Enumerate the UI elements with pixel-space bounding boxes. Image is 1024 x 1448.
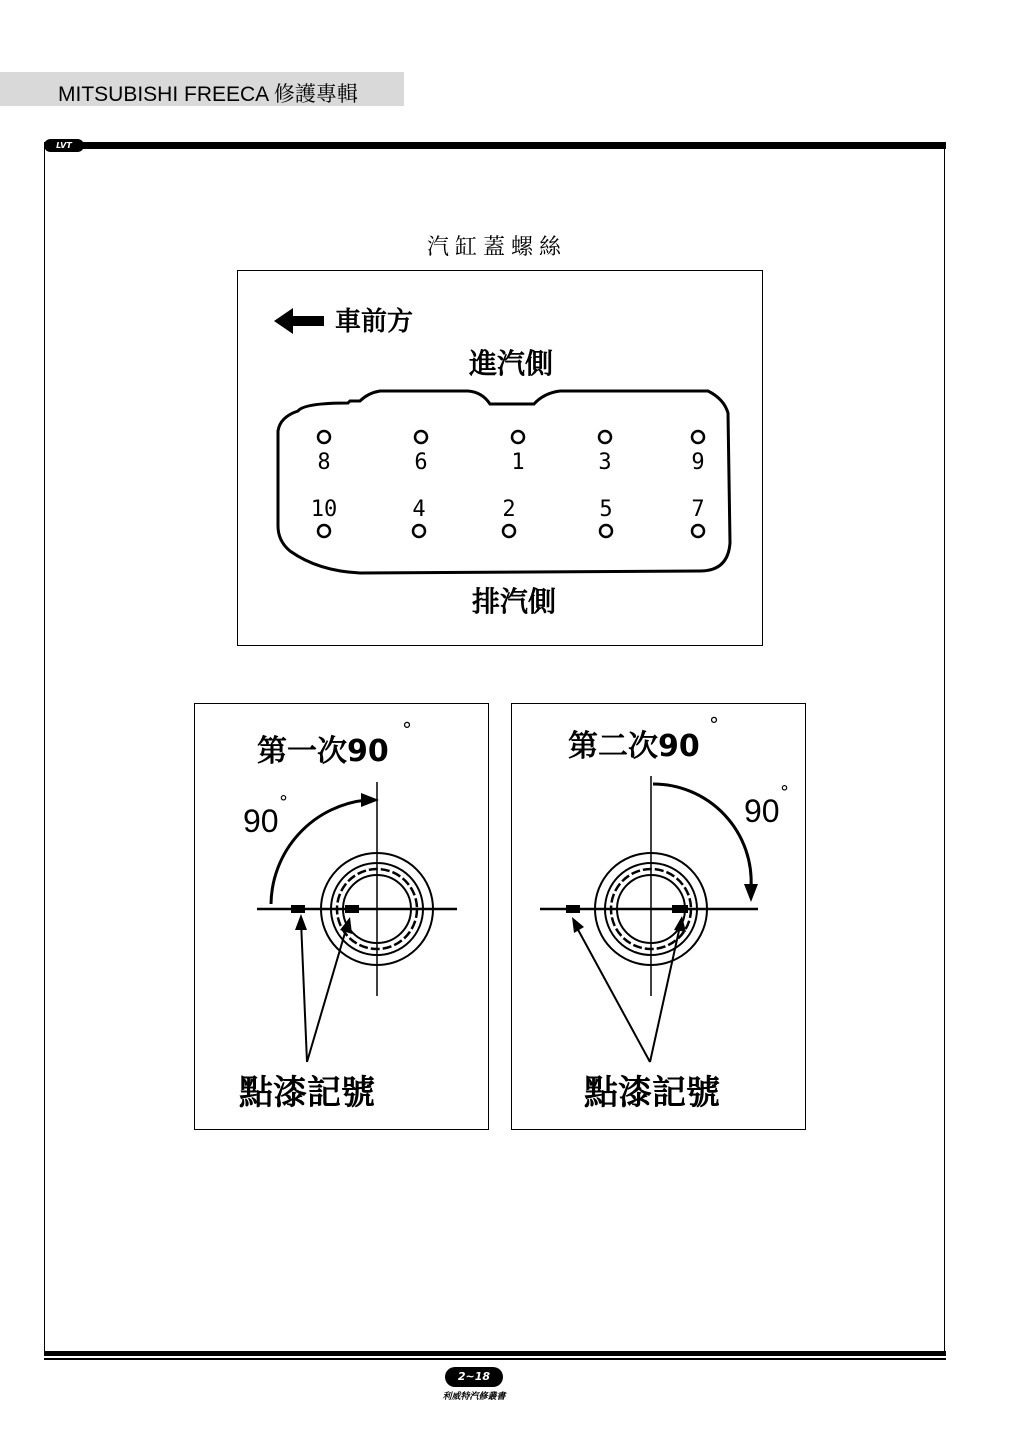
bolt-hole [512,431,524,443]
first-turn-diagram [194,703,489,1130]
second-turn-title-degree: ° [709,713,719,737]
exhaust-side-label: 排汽側 [471,585,557,618]
bolt-hole [318,431,330,443]
second-turn-diagram [511,703,806,1130]
bolt-hole [692,525,704,537]
angle-label-degree: ° [279,792,288,813]
pointer-arrowhead [340,917,352,934]
bolt-number: 10 [310,497,338,522]
upper-bolt-row [317,431,704,475]
paint-mark [672,905,688,913]
angle-label-degree: ° [780,782,789,803]
header-title: MITSUBISHI FREECA 修護專輯 [58,83,358,106]
bottom-rule [44,1351,946,1356]
bolt-hole [600,525,612,537]
bolt-number: 3 [598,450,612,475]
bolt-hole [503,525,515,537]
bolt-number: 8 [317,450,331,475]
intake-side-label: 進汽側 [468,347,554,380]
frame-right-border [944,149,945,1351]
bolt-number: 5 [599,497,613,522]
arc-arrowhead [744,884,758,902]
first-turn-title: 第一次90 [257,734,389,769]
rotation-arc [271,800,367,904]
front-direction-label: 車前方 [335,307,414,337]
bolt-number: 1 [511,450,525,475]
pointer-arrowhead [572,917,584,933]
bolt-number: 6 [414,450,428,475]
pointer-line [307,926,347,1062]
page-title: 汽缸蓋螺絲 [426,235,567,260]
page-number-badge: 2~18 [445,1367,503,1387]
bolt-hole [318,525,330,537]
bolt-hole [415,431,427,443]
frame-left-border [44,149,45,1351]
pointer-line [301,921,307,1062]
cylinder-head-outline [278,391,730,573]
publisher-footer: 利威特汽修叢書 [442,1392,506,1402]
bolt-number: 4 [412,497,426,522]
bolt-number: 7 [691,497,705,522]
front-arrow-icon [274,308,324,334]
bolt-hole [413,525,425,537]
bolt-sequence-diagram [237,270,763,646]
top-rule [44,142,946,149]
angle-label: 90 [243,803,279,839]
angle-label: 90 [744,793,780,829]
bottom-rule-thin [44,1358,946,1360]
first-turn-title-degree: ° [402,718,412,742]
paint-mark [345,905,359,913]
publisher-logo: LVT [44,139,84,152]
bolt-number: 2 [502,497,516,522]
bolt-number: 9 [691,450,705,475]
second-turn-title: 第二次90 [568,729,700,764]
paint-mark [291,905,305,913]
pointer-arrowhead [295,914,307,930]
bolt-hole [599,431,611,443]
paint-mark-label: 點漆記號 [584,1073,720,1113]
bolt-hole [692,431,704,443]
lower-bolt-row [311,497,705,537]
paint-mark [566,905,580,913]
paint-mark-label: 點漆記號 [239,1073,375,1113]
